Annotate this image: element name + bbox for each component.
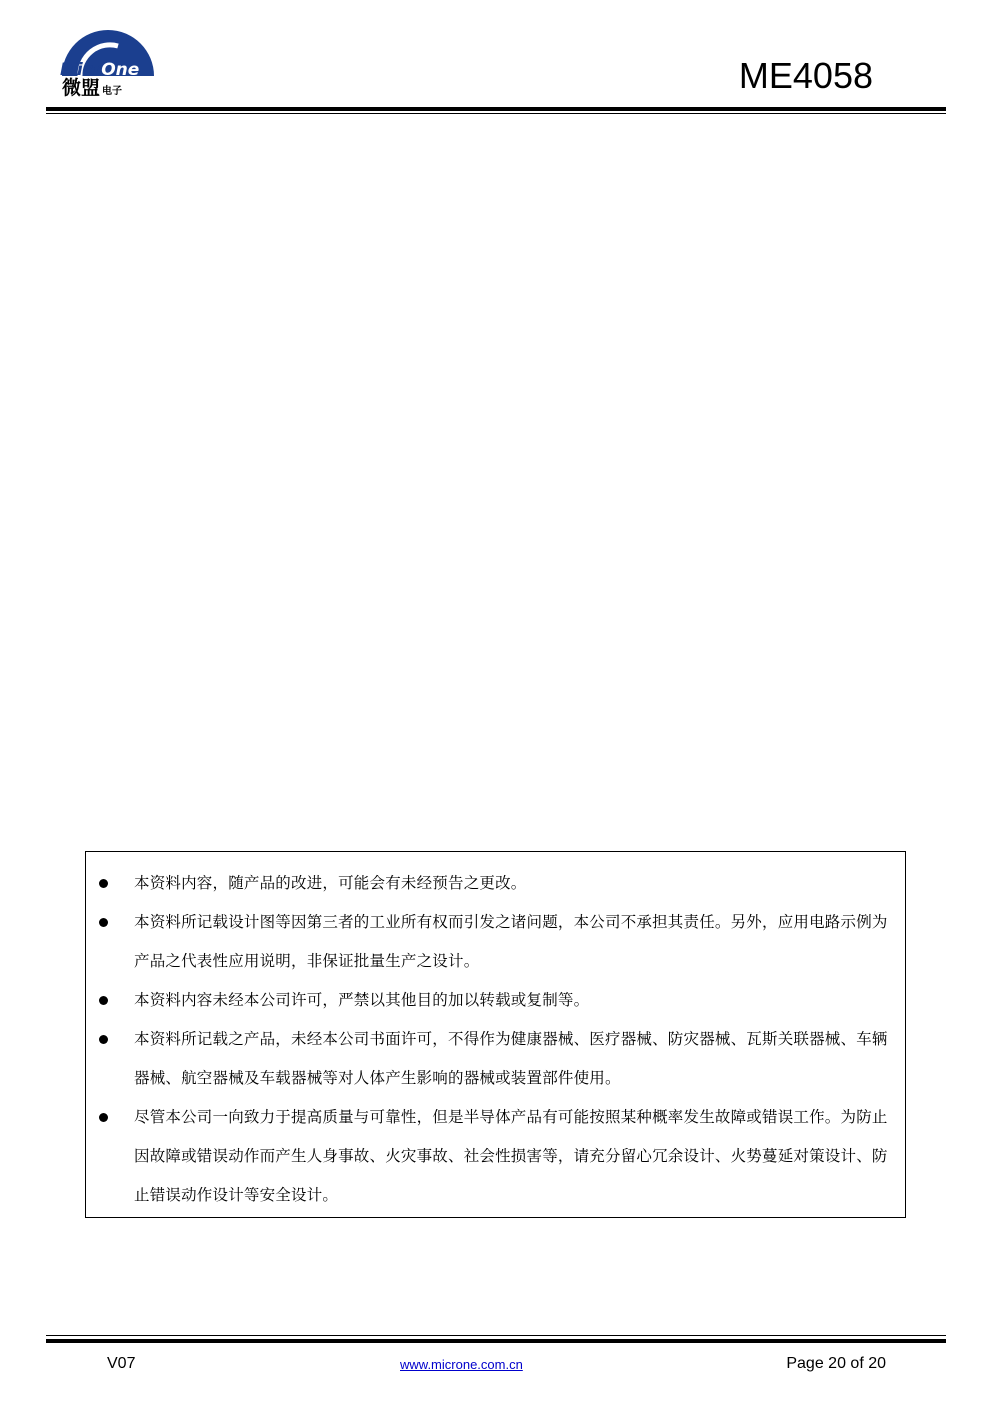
- company-logo: [58, 16, 158, 102]
- footer-page-number: Page 20 of 20: [786, 1355, 886, 1372]
- footer-website-link[interactable]: www.microne.com.cn: [400, 1357, 523, 1372]
- bullet-icon: [99, 918, 108, 927]
- disclaimer-text: 本资料所记载之产品，未经本公司书面许可，不得作为健康器械、医疗器械、防灾器械、瓦斯关联器械、车辆器械、航空器械及车载器械等对人体产生影响的器械或装置部件使用。: [134, 1030, 888, 1087]
- disclaimer-item: [86, 981, 905, 1020]
- disclaimer-text: 本资料所记载设计图等因第三者的工业所有权而引发之诸问题，本公司不承担其责任。另外，应用电路示例为产品之代表性应用说明，非保证批量生产之设计。: [134, 913, 888, 970]
- disclaimer-item: [86, 903, 905, 981]
- footer-rule-thick: [46, 1339, 946, 1343]
- logo-cn-small: 电子: [102, 86, 123, 97]
- disclaimer-text: 尽管本公司一向致力于提高质量与可靠性，但是半导体产品有可能按照某种概率发生故障或错误工作。为防止因故障或错误动作而产生人身事故、火灾事故、社会性损害等，请充分留心冗余设计、火势蔓延对策设计、防止错误动作设计等安全设计。: [134, 1108, 888, 1204]
- bullet-icon: [99, 1035, 108, 1044]
- bullet-icon: [99, 1113, 108, 1122]
- disclaimer-item: [86, 1098, 905, 1215]
- bullet-icon: [99, 879, 108, 888]
- logo-cn-main: 微盟: [62, 77, 101, 99]
- disclaimer-text: 本资料内容，随产品的改进，可能会有未经预告之更改。: [134, 874, 527, 892]
- disclaimer-list: [86, 864, 905, 1215]
- header-rule-thin: [46, 113, 946, 114]
- disclaimer-text: 本资料内容未经本公司许可，严禁以其他目的加以转载或复制等。: [134, 991, 590, 1009]
- logo-dome-graphic: [58, 16, 158, 78]
- logo-text-cn: [62, 78, 122, 102]
- disclaimer-item: [86, 1020, 905, 1098]
- document-title: ME4058: [738, 55, 873, 96]
- logo-text-en: MicrOne: [60, 60, 140, 78]
- bullet-icon: [99, 996, 108, 1005]
- footer-version: V07: [107, 1355, 136, 1372]
- header-rule-thick: [46, 107, 946, 111]
- footer-rule-thin: [46, 1335, 946, 1336]
- disclaimer-box: [85, 851, 906, 1218]
- disclaimer-item: [86, 864, 905, 903]
